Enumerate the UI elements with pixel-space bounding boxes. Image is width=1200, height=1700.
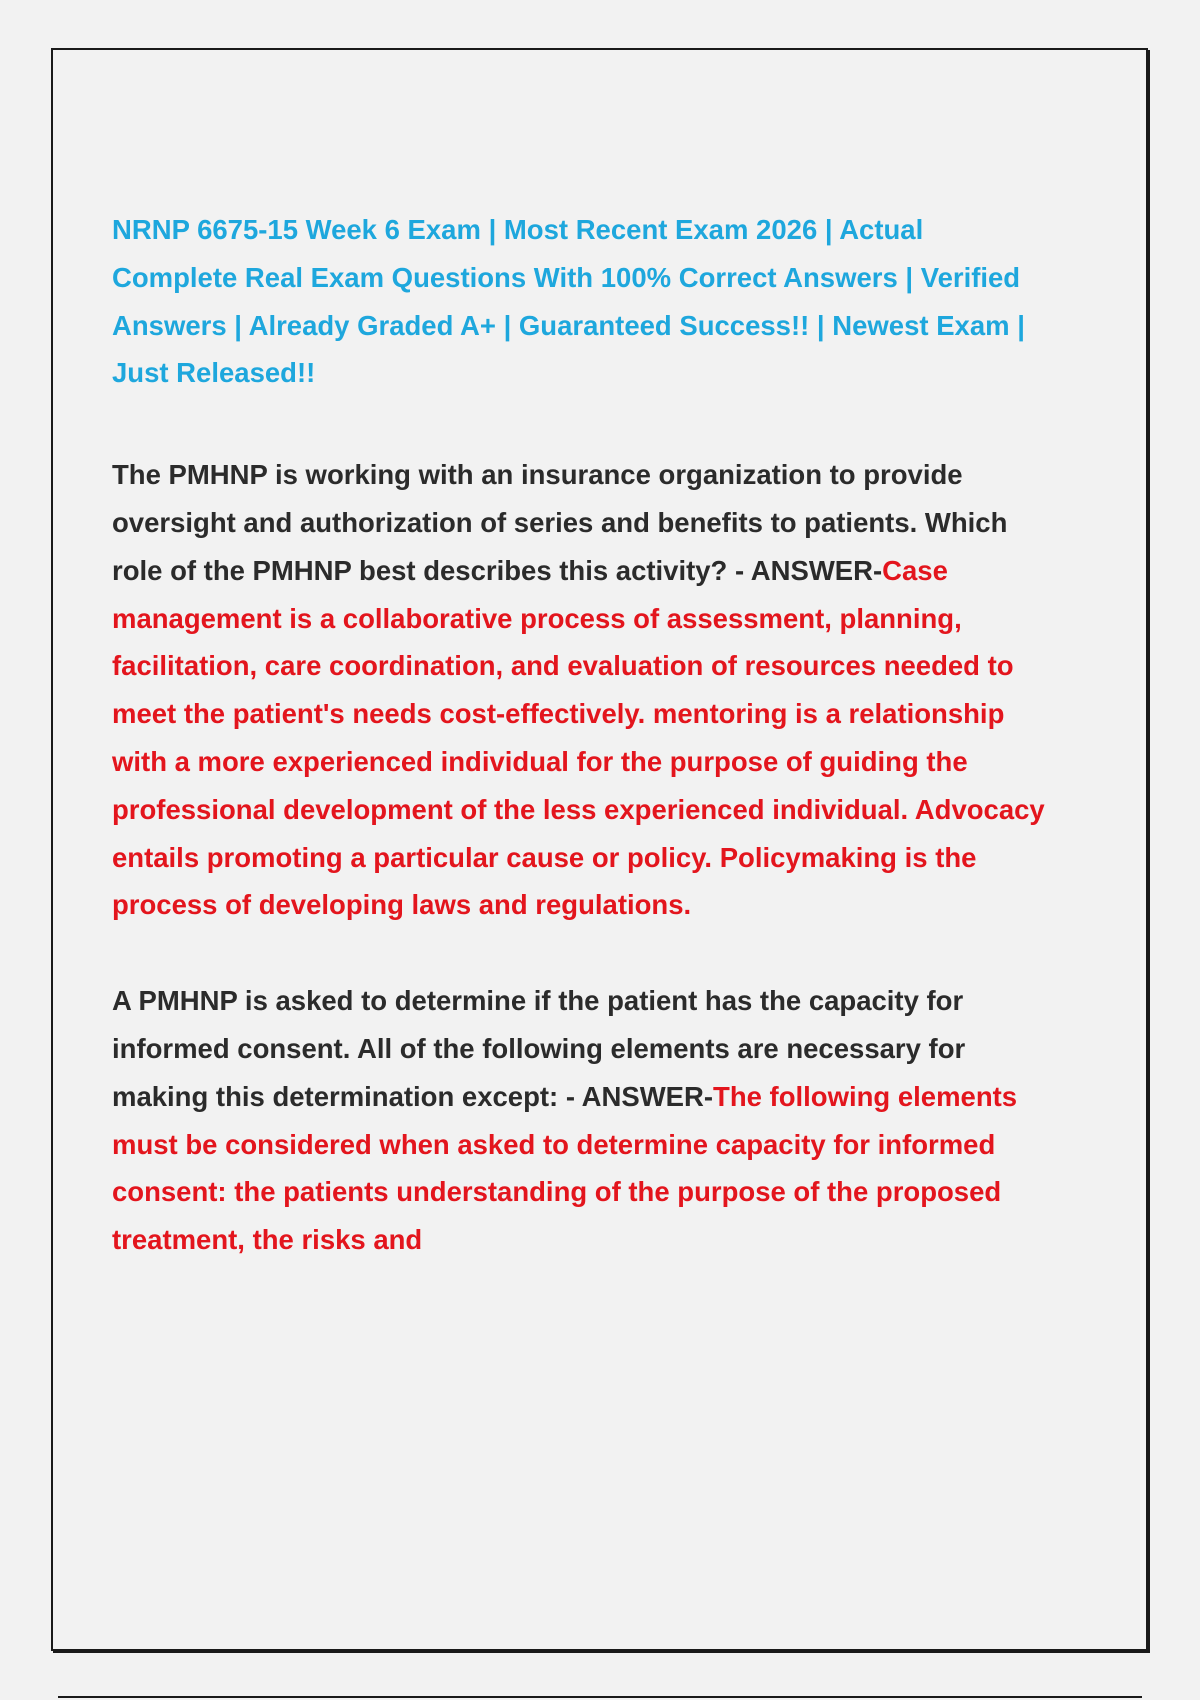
qa-item-2 <box>112 977 1052 1264</box>
qa-item-1 <box>112 451 1052 929</box>
question-text: A PMHNP is asked to determine if the patient has the capacity for informed consent. All of the following elements are necessary for making this determination except: <box>112 985 966 1112</box>
question-text: The PMHNP is working with an insurance organization to provide oversight and authorization of series and benefits to patients. Which role of the PMHNP best describes this activity? <box>112 459 1008 586</box>
document-title: NRNP 6675-15 Week 6 Exam | Most Recent Exam 2026 | Actual Complete Real Exam Questions With 100% Correct Answers | Verified Answers | Already Graded A+ | Guaranteed Success!! | Newest Exam | Just Released!! <box>112 214 1025 389</box>
answer-text: Case management is a collaborative process of assessment, planning, facilitation, care coordination, and evaluation of resources needed to meet the patient's needs cost-effectively. mentoring is a relationship with a more experienced individual for the purpose of guiding the professional development of the less experienced individual. Advocacy entails promoting a particular cause or policy. Policymaking is the process of developing laws and regulations. <box>112 554 1045 921</box>
answer-label: - ANSWER- <box>558 1080 714 1112</box>
next-page-edge <box>58 1696 1142 1698</box>
answer-label: - ANSWER- <box>727 554 883 586</box>
document-content <box>112 206 1052 1312</box>
answer-text: The following elements must be considered when asked to determine capacity for informed consent: the patients understanding of the purpose of the proposed treatment, the risks and <box>112 1080 1018 1256</box>
